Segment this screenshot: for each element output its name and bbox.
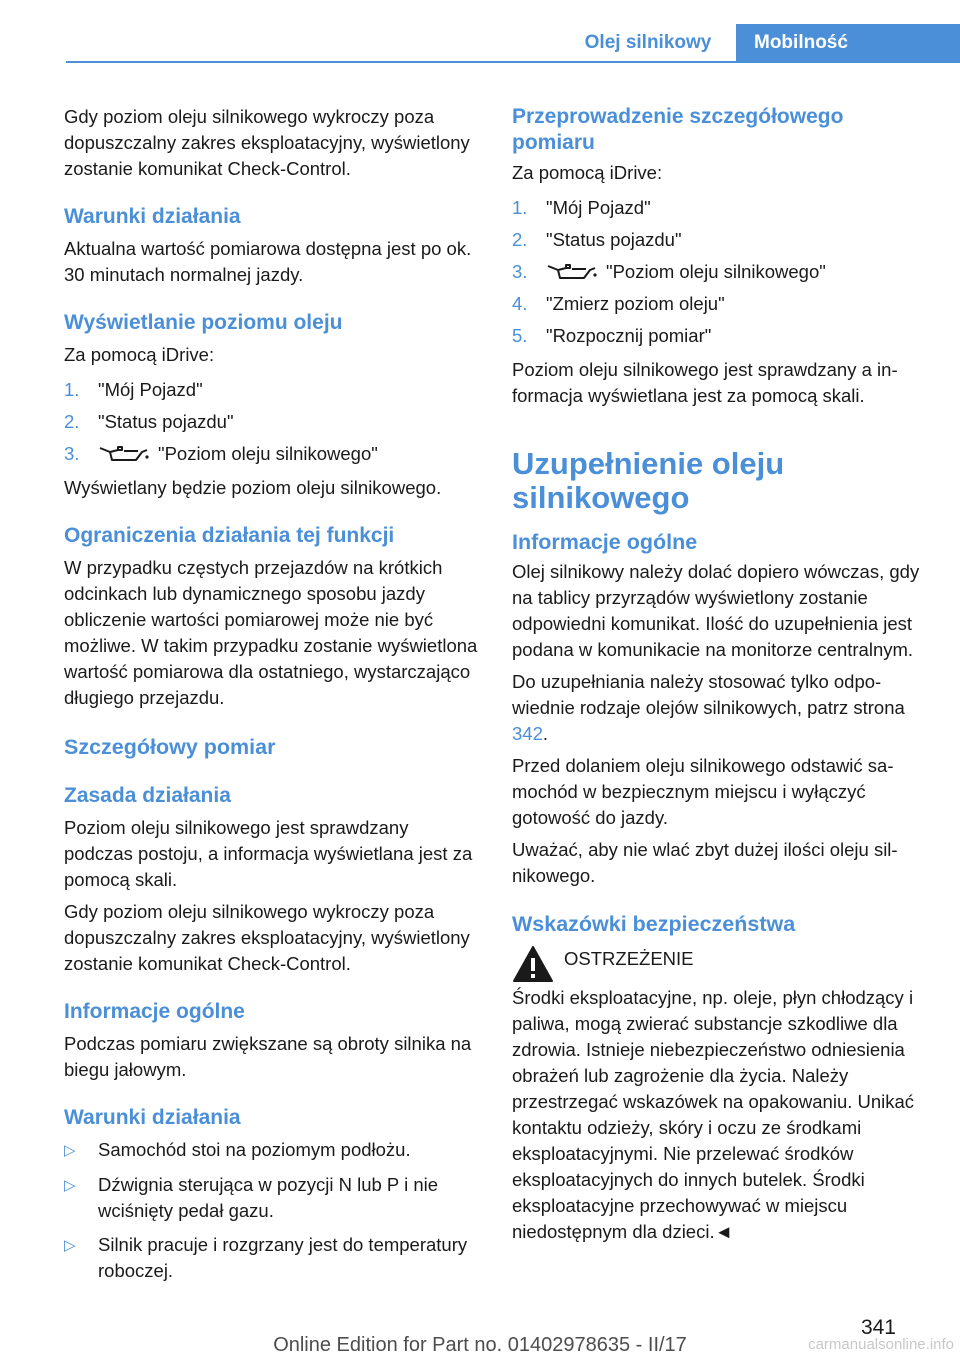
bullet-text: Dźwignia sterująca w pozycji N lub P i nie wciśnięty pedał gazu. (98, 1174, 439, 1221)
triangle-bullet-icon: ▷ (64, 1237, 76, 1254)
paragraph-info: Podczas pomiaru zwiększane są obroty silnika na biegu jałowym. (64, 1033, 472, 1080)
warning-triangle-icon (512, 945, 554, 983)
list-item (512, 288, 930, 320)
list-item (64, 374, 480, 406)
list-item (512, 256, 930, 288)
list-item (64, 1172, 480, 1224)
warning-text: Środki eksploatacyjne, np. oleje, płyn chłodzący i paliwa, mogą zwierać substancje szkodliwe dla zdrowia. Istnieje niebezpieczeństwo odniesienia obrażeń lub zagrożenie dla życia. Należy przestrzegać wskazówek na opakowaniu. Unikać kontaktu odzieży, skóry i oczu ze środkami eksploatacyjnymi. Nie przelewać środków eksploatacyjnych do innych butelek. Środki eksploatacyjne przechowywać w miejscu niedostępnym dla dzieci.◄ (512, 987, 915, 1242)
header-chapter-tab[interactable]: Mobilność (736, 24, 960, 62)
right-steps-list (512, 192, 930, 352)
list-item (64, 406, 480, 438)
left-column (64, 104, 480, 1292)
step-text: "Status pojazdu" (546, 229, 682, 250)
page-link[interactable]: 342 (512, 723, 543, 744)
heading-przeprowadzenie: Przeprowadzenie szczegółowego pomiaru (512, 105, 844, 154)
left-steps-list (64, 374, 480, 470)
paragraph-info-1: Olej silnikowy należy dolać dopiero wówczas, gdy na tablicy przyrządów wyświetlony zostanie odpowiedni komunikat. Ilość do uzupełnienia jest podana w komunikacie na monitorze centralnym. (512, 561, 920, 660)
warning-title: OSTRZEŻENIE (564, 948, 694, 969)
bullet-text: Samochód stoi na poziomym podłożu. (98, 1139, 411, 1160)
heading-info: Informacje ogólne (64, 1000, 245, 1023)
header-rule (66, 61, 960, 63)
warning-box (512, 945, 930, 983)
heading-warunki-1: Warunki działania (64, 205, 241, 228)
paragraph-warunki-1: Aktualna wartość pomiarowa dostępna jest po ok. 30 minutach normalnej jazdy. (64, 238, 472, 285)
paragraph-result: Poziom oleju silnikowego jest sprawdzany a informacja wyświetlana jest za pomocą skali. (512, 359, 898, 406)
step-text: "Zmierz poziom oleju" (546, 293, 725, 314)
list-item (512, 224, 930, 256)
paragraph-info-3: Przed dolaniem oleju silnikowego odstawić samochód w bezpiecznym miejscu i wyłączyć gotowość do jazdy. (512, 755, 894, 828)
intro-paragraph: Gdy poziom oleju silnikowego wykroczy poza dopuszczalny zakres eksploatacyjny, wyświetlony zostanie komunikat Check-Control. (64, 106, 470, 179)
step-number: 2. (64, 411, 80, 432)
paragraph-info-2-end: . (542, 723, 549, 744)
step-number: 5. (512, 325, 528, 346)
heading-wskazowki: Wskazówki bezpieczeństwa (512, 912, 796, 936)
oil-can-icon (98, 443, 150, 465)
paragraph-ograniczenia: W przypadku częstych przejazdów na krótkich odcinkach lub dynamicznego sposobu jazdy obliczenie wartości pomiarowej może nie być możliwe. W takim przypadku zostanie wyświetlona wartość pomiarowa dla ostatniego, wystarczająco długiego przejazdu. (64, 557, 478, 708)
paragraph-zasada-1: Poziom oleju silnikowego jest sprawdzany podczas postoju, a informacja wyświetlana jest za pomocą skali. (64, 817, 473, 890)
paragraph-idrive: Za pomocą iDrive: (512, 162, 663, 183)
edition-footer: Online Edition for Part no. 01402978635 - II/17 (273, 1334, 687, 1356)
heading-warunki-2: Warunki działania (64, 1106, 241, 1129)
paragraph-info-2-text: Do uzupełniania należy stosować tylko odpowiednie rodzaje olejów silnikowych, patrz strona (512, 671, 905, 718)
right-column (512, 104, 930, 1251)
step-number: 1. (64, 379, 80, 400)
list-item (64, 438, 480, 470)
heading-zasada: Zasada działania (64, 784, 231, 807)
step-text: "Mój Pojazd" (98, 379, 203, 400)
step-text: "Poziom oleju silnikowego" (158, 443, 378, 464)
step-text: "Poziom oleju silnikowego" (606, 261, 826, 282)
triangle-bullet-icon: ▷ (64, 1142, 76, 1159)
step-text: "Status pojazdu" (98, 411, 234, 432)
step-number: 3. (64, 443, 80, 464)
heading-wyswietlanie: Wyświetlanie poziomu oleju (64, 311, 343, 334)
step-number: 4. (512, 293, 528, 314)
step-number: 2. (512, 229, 528, 250)
heading-uzupelnienie: Uzupełnienie oleju silnikowego (512, 446, 785, 515)
step-number: 1. (512, 197, 528, 218)
paragraph-info-4: Uważać, aby nie wlać zbyt dużej ilości oleju silnikowego. (512, 839, 898, 886)
paragraph-idrive: Za pomocą iDrive: (64, 344, 215, 365)
heading-ograniczenia: Ograniczenia działania tej funkcji (64, 524, 395, 547)
list-item (512, 320, 930, 352)
step-text: "Rozpocznij pomiar" (546, 325, 712, 346)
bullet-text: Silnik pracuje i rozgrzany jest do temperatury roboczej. (98, 1234, 468, 1281)
list-item (64, 1232, 480, 1284)
step-text: "Mój Pojazd" (546, 197, 651, 218)
step-number: 3. (512, 261, 528, 282)
watermark: carmanualsonline.info (808, 1336, 954, 1353)
header-section-tab[interactable]: Olej silnikowy (584, 32, 712, 53)
page-number: 341 (860, 1316, 896, 1339)
triangle-bullet-icon: ▷ (64, 1177, 76, 1194)
list-item (64, 1137, 480, 1164)
paragraph-zasada-2: Gdy poziom oleju silnikowego wykroczy poza dopuszczalny zakres eksploatacyjny, wyświetlony zostanie komunikat Check-Control. (64, 901, 470, 974)
paragraph-result: Wyświetlany będzie poziom oleju silnikowego. (64, 477, 442, 498)
conditions-list (64, 1137, 480, 1284)
oil-can-icon (546, 261, 598, 283)
heading-szczegolowy-pomiar: Szczegółowy pomiar (64, 735, 276, 759)
paragraph-info-2 (512, 669, 930, 747)
list-item (512, 192, 930, 224)
heading-info: Informacje ogólne (512, 530, 698, 554)
